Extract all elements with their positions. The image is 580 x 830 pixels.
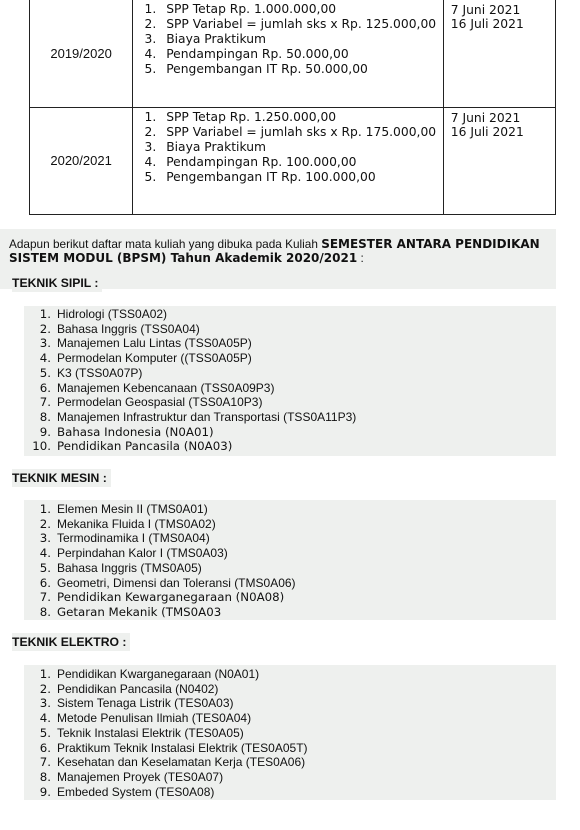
list-item — [30, 410, 356, 425]
list-item — [30, 561, 296, 576]
year-cell — [30, 107, 133, 214]
fee-items-list — [133, 110, 443, 185]
course-list-elektro — [30, 667, 308, 799]
list-item — [30, 667, 308, 682]
item-number: 9. — [39, 424, 51, 439]
list-item — [30, 366, 356, 381]
item-number: 4. — [39, 546, 51, 561]
list-item — [30, 395, 356, 410]
course-name: Manajemen Lalu Lintas (TSS0A05P) — [57, 336, 252, 351]
item-number: 4. — [39, 351, 51, 366]
course-name: Manajemen Kebencanaan (TSS0A09P3) — [57, 380, 275, 395]
list-item — [30, 590, 296, 605]
course-name: Pendidikan Kewarganegaraan (N0A08) — [57, 590, 285, 605]
year-cell — [30, 0, 133, 107]
course-name: Permodelan Komputer ((TSS0A05P) — [57, 351, 252, 366]
course-name: Teknik Instalasi Elektrik (TES0A05) — [57, 725, 244, 740]
list-item — [30, 576, 296, 591]
item-number: 3. — [39, 531, 51, 546]
item-number: 3. — [39, 696, 51, 711]
list-item — [30, 711, 308, 726]
list-item — [30, 381, 356, 396]
item-number: 10. — [32, 439, 51, 454]
start-date: 7 Juni 2021 — [450, 110, 521, 125]
fee-item: 4. Pendampingan Rp. 50.000,00 — [160, 47, 443, 62]
course-name: Pendidikan Kwarganegaraan (N0A01) — [57, 667, 260, 681]
course-name: Elemen Mesin II (TMS0A01) — [57, 502, 208, 516]
list-item — [30, 322, 356, 337]
item-number: 3. — [39, 336, 51, 351]
course-name: Metode Penulisan Ilmiah (TES0A04) — [57, 711, 252, 726]
course-name: Getaran Mekanik (TMS0A03 — [57, 604, 222, 619]
course-name: Bahasa Inggris (TMS0A05) — [57, 560, 202, 575]
list-item — [30, 605, 296, 620]
fee-item: 3. Biaya Praktikum — [160, 32, 443, 47]
course-name: Bahasa Indonesia (N0A01) — [57, 424, 214, 439]
intro-paragraph — [9, 237, 557, 265]
list-item — [30, 741, 308, 756]
academic-year: 2020/2021 — [50, 153, 112, 168]
list-item — [30, 755, 308, 770]
item-number: 7. — [39, 590, 51, 605]
end-date: 16 Juli 2021 — [450, 17, 524, 31]
fee-row-2020 — [30, 107, 556, 214]
course-name: K3 (TSS0A07P) — [57, 365, 143, 380]
course-name: Embeded System (TES0A08) — [57, 784, 215, 799]
item-number: 2. — [39, 516, 51, 531]
list-item — [30, 682, 308, 697]
list-item — [30, 307, 356, 322]
course-name: Geometri, Dimensi dan Toleransi (TMS0A06) — [57, 575, 296, 590]
item-number: 1. — [39, 667, 51, 681]
item-number: 9. — [39, 784, 51, 799]
academic-year: 2019/2020 — [50, 45, 112, 61]
fee-row-2019 — [30, 0, 556, 107]
item-number: 7. — [39, 395, 51, 410]
fee-item: 3. Biaya Praktikum — [160, 140, 443, 155]
item-number: 8. — [39, 409, 51, 424]
item-number: 5. — [39, 725, 51, 740]
item-number: 8. — [39, 604, 51, 619]
course-name: Hidrologi (TSS0A02) — [57, 307, 168, 321]
list-item — [30, 546, 296, 561]
course-name: Permodelan Geospasial (TSS0A10P3) — [57, 395, 263, 410]
intro-bold: SEMESTER ANTARA PENDIDIKAN SISTEM MODUL (BPSM) Tahun Akademik 2020/2021 — [9, 237, 540, 265]
fee-items-cell — [133, 107, 444, 214]
section-heading-elektro: TEKNIK ELEKTRO : — [12, 633, 130, 651]
section-heading-mesin: TEKNIK MESIN : — [12, 469, 111, 487]
fee-table — [29, 0, 556, 215]
fee-item: 5. Pengembangan IT Rp. 50.000,00 — [160, 62, 443, 77]
course-list-sipil — [30, 307, 356, 454]
fee-items-cell — [133, 0, 444, 107]
fee-item: 1. SPP Tetap Rp. 1.250.000,00 — [160, 110, 443, 125]
intro-lead: Adapun berikut daftar mata kuliah yang dibuka pada Kuliah — [9, 237, 322, 251]
course-name: Bahasa Inggris (TSS0A04) — [57, 321, 200, 336]
course-name: Termodinamika I (TMS0A04) — [57, 531, 210, 546]
list-item — [30, 770, 308, 785]
list-item — [30, 531, 296, 546]
course-name: Manajemen Proyek (TES0A07) — [57, 769, 224, 784]
fee-item: 2. SPP Variabel = jumlah sks x Rp. 125.000,00 — [160, 17, 443, 32]
item-number: 5. — [39, 365, 51, 380]
course-name: Pendidikan Pancasila (N0402) — [57, 681, 219, 696]
list-item — [30, 425, 356, 440]
course-name: Pendidikan Pancasila (N0A03) — [57, 439, 233, 454]
course-name: Manajemen Infrastruktur dan Transportasi (TSS0A11P3) — [57, 409, 357, 424]
course-name: Kesehatan dan Keselamatan Kerja (TES0A06) — [57, 755, 306, 770]
item-number: 2. — [39, 681, 51, 696]
list-item — [30, 517, 296, 532]
item-number: 1. — [39, 502, 51, 516]
course-name: Praktikum Teknik Instalasi Elektrik (TES0A05T) — [57, 740, 308, 755]
intro-tail: : — [357, 251, 364, 265]
fee-items-list — [133, 2, 443, 77]
section-heading-sipil: TEKNIK SIPIL : — [12, 274, 102, 292]
fee-item: 1. SPP Tetap Rp. 1.000.000,00 — [160, 2, 443, 17]
item-number: 7. — [39, 755, 51, 770]
fee-item: 2. SPP Variabel = jumlah sks x Rp. 175.000,00 — [160, 125, 443, 140]
fee-item: 4. Pendampingan Rp. 100.000,00 — [160, 155, 443, 170]
dates-cell — [443, 0, 555, 107]
start-date: 7 Juni 2021 — [450, 3, 521, 17]
item-number: 1. — [39, 307, 51, 321]
item-number: 2. — [39, 321, 51, 336]
item-number: 6. — [39, 575, 51, 590]
list-item — [30, 696, 308, 711]
fee-item: 5. Pengembangan IT Rp. 100.000,00 — [160, 170, 443, 185]
list-item — [30, 351, 356, 366]
course-list-mesin — [30, 502, 296, 620]
list-item — [30, 726, 308, 741]
course-name: Perpindahan Kalor I (TMS0A03) — [57, 546, 228, 561]
dates-cell — [443, 107, 555, 214]
item-number: 5. — [39, 560, 51, 575]
course-name: Mekanika Fluida I (TMS0A02) — [57, 516, 216, 531]
end-date: 16 Juli 2021 — [450, 124, 524, 139]
list-item — [30, 439, 356, 454]
list-item — [30, 502, 296, 517]
item-number: 6. — [39, 380, 51, 395]
course-name: Sistem Tenaga Listrik (TES0A03) — [57, 696, 234, 711]
item-number: 4. — [39, 711, 51, 726]
list-item — [30, 336, 356, 351]
item-number: 6. — [39, 740, 51, 755]
item-number: 8. — [39, 769, 51, 784]
list-item — [30, 785, 308, 800]
